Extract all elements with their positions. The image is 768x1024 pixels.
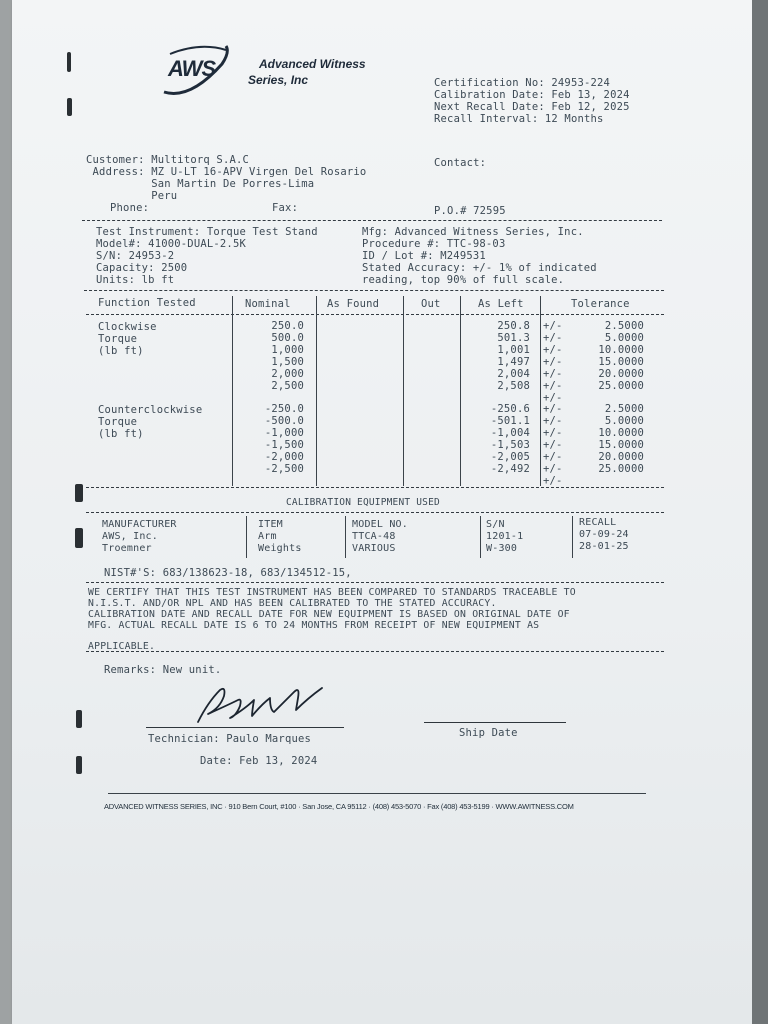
instrument-type: Test Instrument: Torque Test Stand (96, 226, 318, 238)
po-number: P.O.# 72595 (434, 205, 506, 217)
instrument-mfg: Mfg: Advanced Witness Series, Inc. (362, 226, 584, 238)
equip-row2-sn: W-300 (486, 543, 518, 554)
cw-nominal: 2,500 (271, 380, 304, 392)
divider (86, 487, 664, 488)
divider (86, 512, 664, 513)
ship-date-label: Ship Date (459, 727, 518, 739)
company-name-line2: Series, Inc (248, 73, 309, 87)
stated-accuracy: Stated Accuracy: +/- 1% of indicated (362, 262, 597, 274)
remarks: Remarks: New unit. (104, 664, 222, 676)
equip-header-item: ITEM (258, 519, 283, 530)
cw-label-3: (lb ft) (98, 345, 144, 357)
ccw-plus-minus: +/- (543, 439, 563, 451)
cw-plus-minus: +/- (543, 356, 563, 368)
cw-tolerance: 10.0000 (598, 344, 644, 356)
customer-address-2: San Martin De Porres-Lima (86, 178, 315, 190)
technician-signature-line (146, 727, 344, 728)
recall-interval: Recall Interval: 12 Months (434, 113, 604, 125)
ccw-tolerance: 20.0000 (598, 451, 644, 463)
cw-as-left: 250.8 (497, 320, 530, 332)
customer-address-1: Address: MZ U-LT 16-APV Virgen Del Rosario (86, 166, 367, 178)
punch-hole (76, 756, 82, 774)
stated-accuracy-cont: reading, top 90% of full scale. (362, 274, 565, 286)
contact-label: Contact: (434, 157, 487, 169)
ccw-plus-minus: +/- (543, 475, 563, 487)
divider (82, 220, 662, 221)
aws-logo (160, 42, 234, 100)
cw-plus-minus: +/- (543, 380, 563, 392)
cw-plus-minus: +/- (543, 392, 563, 404)
equip-row1-recall: 07-09-24 (579, 529, 629, 540)
column-rule (480, 516, 481, 558)
footer-address: ADVANCED WITNESS SERIES, INC · 910 Bern Court, #100 · San Jose, CA 95112 · (408) 453-5070 · Fax (408) 453-5199 · WWW.AWITNESS.COM (104, 802, 574, 811)
cw-as-left: 2,004 (497, 368, 530, 380)
customer-address-3: Peru (86, 190, 178, 202)
equip-row2-model: VARIOUS (352, 543, 396, 554)
equip-header-recall: RECALL (579, 517, 617, 528)
ccw-plus-minus: +/- (543, 463, 563, 475)
calibration-date: Calibration Date: Feb 13, 2024 (434, 89, 630, 101)
header-tolerance: Tolerance (571, 298, 630, 310)
cw-rows (232, 320, 664, 404)
cw-nominal: 1,000 (271, 344, 304, 356)
phone-label: Phone: (110, 202, 150, 214)
punch-hole (75, 528, 83, 548)
cw-nominal: 500.0 (271, 332, 304, 344)
cw-tolerance: 20.0000 (598, 368, 644, 380)
ccw-plus-minus: +/- (543, 451, 563, 463)
instrument-sn: S/N: 24953-2 (96, 250, 175, 262)
cw-tolerance: 15.0000 (598, 356, 644, 368)
equip-row2-recall: 28-01-25 (579, 541, 629, 552)
ccw-as-left: -2,492 (490, 463, 530, 475)
equip-header-sn: S/N (486, 519, 505, 530)
ccw-plus-minus: +/- (543, 415, 563, 427)
column-rule (345, 516, 346, 558)
certify-line-3: CALIBRATION DATE AND RECALL DATE FOR NEW EQUIPMENT IS BASED ON ORIGINAL DATE OF (88, 609, 570, 620)
equip-row1-item: Arm (258, 531, 277, 542)
signature-date: Date: Feb 13, 2024 (200, 755, 318, 767)
header-out: Out (421, 298, 441, 310)
technician-signature (190, 682, 330, 728)
equipment-title: CALIBRATION EQUIPMENT USED (286, 497, 440, 508)
cw-nominal: 2,000 (271, 368, 304, 380)
header-as-left: As Left (478, 298, 524, 310)
cw-plus-minus: +/- (543, 320, 563, 332)
cw-plus-minus: +/- (543, 368, 563, 380)
divider (86, 582, 664, 583)
cw-tolerance: 25.0000 (598, 380, 644, 392)
company-name-line1: Advanced Witness (259, 57, 366, 71)
ccw-label-1: Counterclockwise (98, 404, 203, 416)
ccw-as-left: -501.1 (490, 415, 530, 427)
ccw-nominal: -250.0 (264, 403, 304, 415)
instrument-model: Model#: 41000-DUAL-2.5K (96, 238, 246, 250)
equip-header-model: MODEL NO. (352, 519, 408, 530)
cw-as-left: 501.3 (497, 332, 530, 344)
header-nominal: Nominal (245, 298, 291, 310)
punch-hole (67, 52, 71, 72)
background-edge (752, 0, 768, 1024)
ccw-rows (232, 403, 664, 487)
ccw-nominal: -1,000 (264, 427, 304, 439)
punch-hole (75, 484, 83, 502)
ship-date-line (424, 722, 566, 723)
divider (86, 651, 664, 652)
cw-plus-minus: +/- (543, 344, 563, 356)
instrument-capacity: Capacity: 2500 (96, 262, 188, 274)
ccw-tolerance: 25.0000 (598, 463, 644, 475)
certify-line-5: APPLICABLE. (88, 641, 156, 652)
equip-row1-sn: 1201-1 (486, 531, 524, 542)
ccw-nominal: -1,500 (264, 439, 304, 451)
ccw-as-left: -1,503 (490, 439, 530, 451)
cert-number: Certification No: 24953-224 (434, 77, 611, 89)
ccw-plus-minus: +/- (543, 403, 563, 415)
ccw-tolerance: 15.0000 (598, 439, 644, 451)
cw-as-left: 1,497 (497, 356, 530, 368)
ccw-as-left: -1,004 (490, 427, 530, 439)
cw-tolerance: 5.0000 (604, 332, 644, 344)
instrument-units: Units: lb ft (96, 274, 175, 286)
column-rule (246, 516, 247, 558)
equip-row1-manufacturer: AWS, Inc. (102, 531, 158, 542)
customer-name: Customer: Multitorq S.A.C (86, 154, 250, 166)
ccw-plus-minus: +/- (543, 427, 563, 439)
equip-row2-manufacturer: Troemner (102, 543, 152, 554)
ccw-tolerance: 5.0000 (604, 415, 644, 427)
ccw-tolerance: 10.0000 (598, 427, 644, 439)
header-function-tested: Function Tested (98, 297, 196, 309)
nist-numbers: NIST#'S: 683/138623-18, 683/134512-15, (104, 567, 352, 579)
footer-rule (108, 793, 646, 794)
ccw-as-left: -250.6 (490, 403, 530, 415)
equip-row2-item: Weights (258, 543, 302, 554)
ccw-tolerance: 2.5000 (604, 403, 644, 415)
equip-header-manufacturer: MANUFACTURER (102, 519, 177, 530)
cw-tolerance: 2.5000 (604, 320, 644, 332)
cw-label-1: Clockwise (98, 321, 157, 333)
certify-line-4: MFG. ACTUAL RECALL DATE IS 6 TO 24 MONTHS FROM RECEIPT OF NEW EQUIPMENT AS (88, 620, 540, 631)
punch-hole (67, 98, 72, 116)
ccw-nominal: -500.0 (264, 415, 304, 427)
divider (84, 290, 664, 291)
punch-hole (76, 710, 82, 728)
instrument-id-lot: ID / Lot #: M249531 (362, 250, 486, 262)
header-as-found: As Found (327, 298, 380, 310)
logo-text: AWS (168, 56, 216, 81)
ccw-nominal: -2,500 (264, 463, 304, 475)
certify-line-2: N.I.S.T. AND/OR NPL AND HAS BEEN CALIBRATED TO THE STATED ACCURACY. (88, 598, 497, 609)
certify-line-1: WE CERTIFY THAT THIS TEST INSTRUMENT HAS BEEN COMPARED TO STANDARDS TRACEABLE TO (88, 587, 576, 598)
instrument-procedure: Procedure #: TTC-98-03 (362, 238, 506, 250)
ccw-as-left: -2,005 (490, 451, 530, 463)
equip-row1-model: TTCA-48 (352, 531, 396, 542)
cw-plus-minus: +/- (543, 332, 563, 344)
ccw-label-3: (lb ft) (98, 428, 144, 440)
cw-as-left: 2,508 (497, 380, 530, 392)
column-rule (572, 516, 573, 558)
technician-name: Technician: Paulo Marques (148, 733, 312, 745)
cw-label-2: Torque (98, 333, 138, 345)
header-underline (86, 314, 664, 315)
next-recall-date: Next Recall Date: Feb 12, 2025 (434, 101, 630, 113)
cw-nominal: 1,500 (271, 356, 304, 368)
ccw-label-2: Torque (98, 416, 138, 428)
cw-as-left: 1,001 (497, 344, 530, 356)
cw-nominal: 250.0 (271, 320, 304, 332)
fax-label: Fax: (272, 202, 299, 214)
ccw-nominal: -2,000 (264, 451, 304, 463)
